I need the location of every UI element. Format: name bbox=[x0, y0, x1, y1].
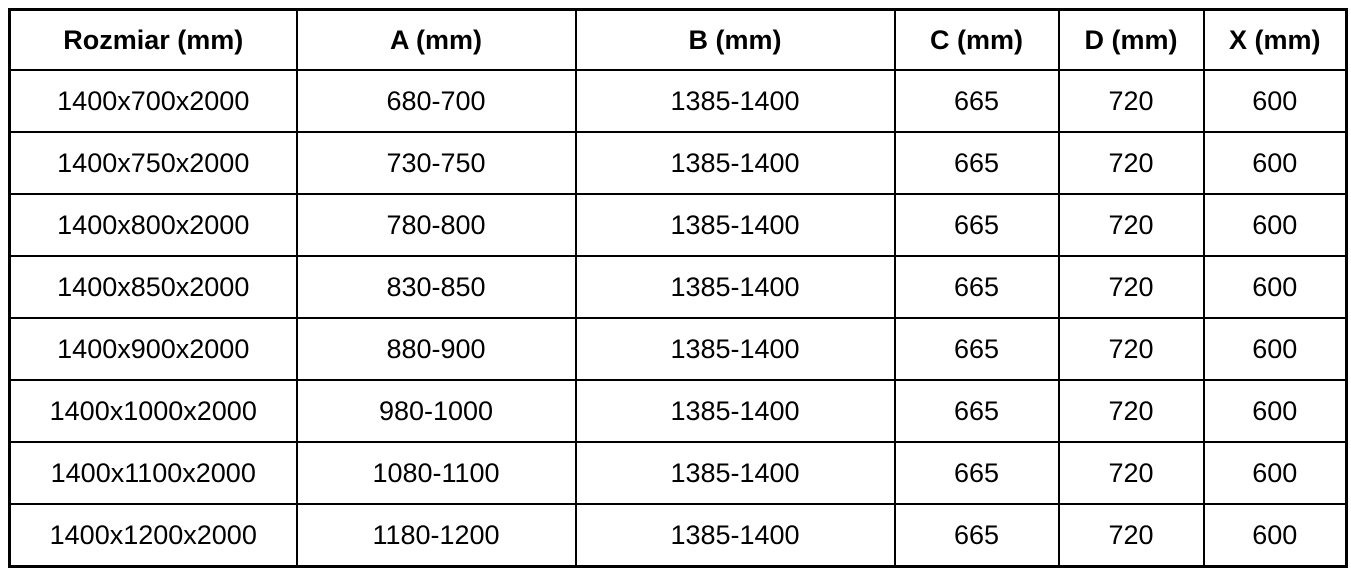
cell-x: 600 bbox=[1204, 442, 1347, 504]
column-header-c: C (mm) bbox=[895, 10, 1059, 71]
cell-c: 665 bbox=[895, 442, 1059, 504]
cell-c: 665 bbox=[895, 256, 1059, 318]
cell-a: 1080-1100 bbox=[297, 442, 576, 504]
cell-d: 720 bbox=[1059, 504, 1204, 567]
table-row bbox=[10, 194, 1347, 256]
cell-c: 665 bbox=[895, 70, 1059, 132]
column-header-b: B (mm) bbox=[576, 10, 895, 71]
cell-b: 1385-1400 bbox=[576, 256, 895, 318]
table-body bbox=[10, 70, 1347, 567]
cell-c: 665 bbox=[895, 132, 1059, 194]
cell-rozmiar: 1400x1000x2000 bbox=[10, 380, 297, 442]
cell-x: 600 bbox=[1204, 318, 1347, 380]
cell-d: 720 bbox=[1059, 318, 1204, 380]
column-header-d: D (mm) bbox=[1059, 10, 1204, 71]
cell-d: 720 bbox=[1059, 256, 1204, 318]
table-row bbox=[10, 442, 1347, 504]
table-row bbox=[10, 318, 1347, 380]
cell-d: 720 bbox=[1059, 132, 1204, 194]
column-header-a: A (mm) bbox=[297, 10, 576, 71]
cell-b: 1385-1400 bbox=[576, 380, 895, 442]
cell-rozmiar: 1400x750x2000 bbox=[10, 132, 297, 194]
cell-rozmiar: 1400x1100x2000 bbox=[10, 442, 297, 504]
cell-c: 665 bbox=[895, 380, 1059, 442]
cell-x: 600 bbox=[1204, 194, 1347, 256]
cell-b: 1385-1400 bbox=[576, 318, 895, 380]
cell-b: 1385-1400 bbox=[576, 504, 895, 567]
cell-a: 730-750 bbox=[297, 132, 576, 194]
cell-x: 600 bbox=[1204, 132, 1347, 194]
column-header-x: X (mm) bbox=[1204, 10, 1347, 71]
cell-rozmiar: 1400x1200x2000 bbox=[10, 504, 297, 567]
dimension-specification-table bbox=[8, 8, 1348, 568]
cell-a: 830-850 bbox=[297, 256, 576, 318]
table-row bbox=[10, 70, 1347, 132]
cell-d: 720 bbox=[1059, 442, 1204, 504]
column-header-rozmiar: Rozmiar (mm) bbox=[10, 10, 297, 71]
cell-x: 600 bbox=[1204, 380, 1347, 442]
table-row bbox=[10, 256, 1347, 318]
cell-c: 665 bbox=[895, 318, 1059, 380]
cell-x: 600 bbox=[1204, 504, 1347, 567]
cell-rozmiar: 1400x850x2000 bbox=[10, 256, 297, 318]
cell-x: 600 bbox=[1204, 70, 1347, 132]
header-row bbox=[10, 10, 1347, 71]
cell-rozmiar: 1400x800x2000 bbox=[10, 194, 297, 256]
cell-a: 780-800 bbox=[297, 194, 576, 256]
cell-b: 1385-1400 bbox=[576, 70, 895, 132]
cell-a: 880-900 bbox=[297, 318, 576, 380]
cell-rozmiar: 1400x700x2000 bbox=[10, 70, 297, 132]
cell-d: 720 bbox=[1059, 194, 1204, 256]
cell-b: 1385-1400 bbox=[576, 194, 895, 256]
cell-a: 980-1000 bbox=[297, 380, 576, 442]
cell-d: 720 bbox=[1059, 70, 1204, 132]
table-row bbox=[10, 380, 1347, 442]
table-row bbox=[10, 132, 1347, 194]
cell-b: 1385-1400 bbox=[576, 442, 895, 504]
cell-d: 720 bbox=[1059, 380, 1204, 442]
cell-c: 665 bbox=[895, 194, 1059, 256]
cell-c: 665 bbox=[895, 504, 1059, 567]
cell-a: 680-700 bbox=[297, 70, 576, 132]
cell-b: 1385-1400 bbox=[576, 132, 895, 194]
cell-x: 600 bbox=[1204, 256, 1347, 318]
cell-a: 1180-1200 bbox=[297, 504, 576, 567]
table-row bbox=[10, 504, 1347, 567]
cell-rozmiar: 1400x900x2000 bbox=[10, 318, 297, 380]
